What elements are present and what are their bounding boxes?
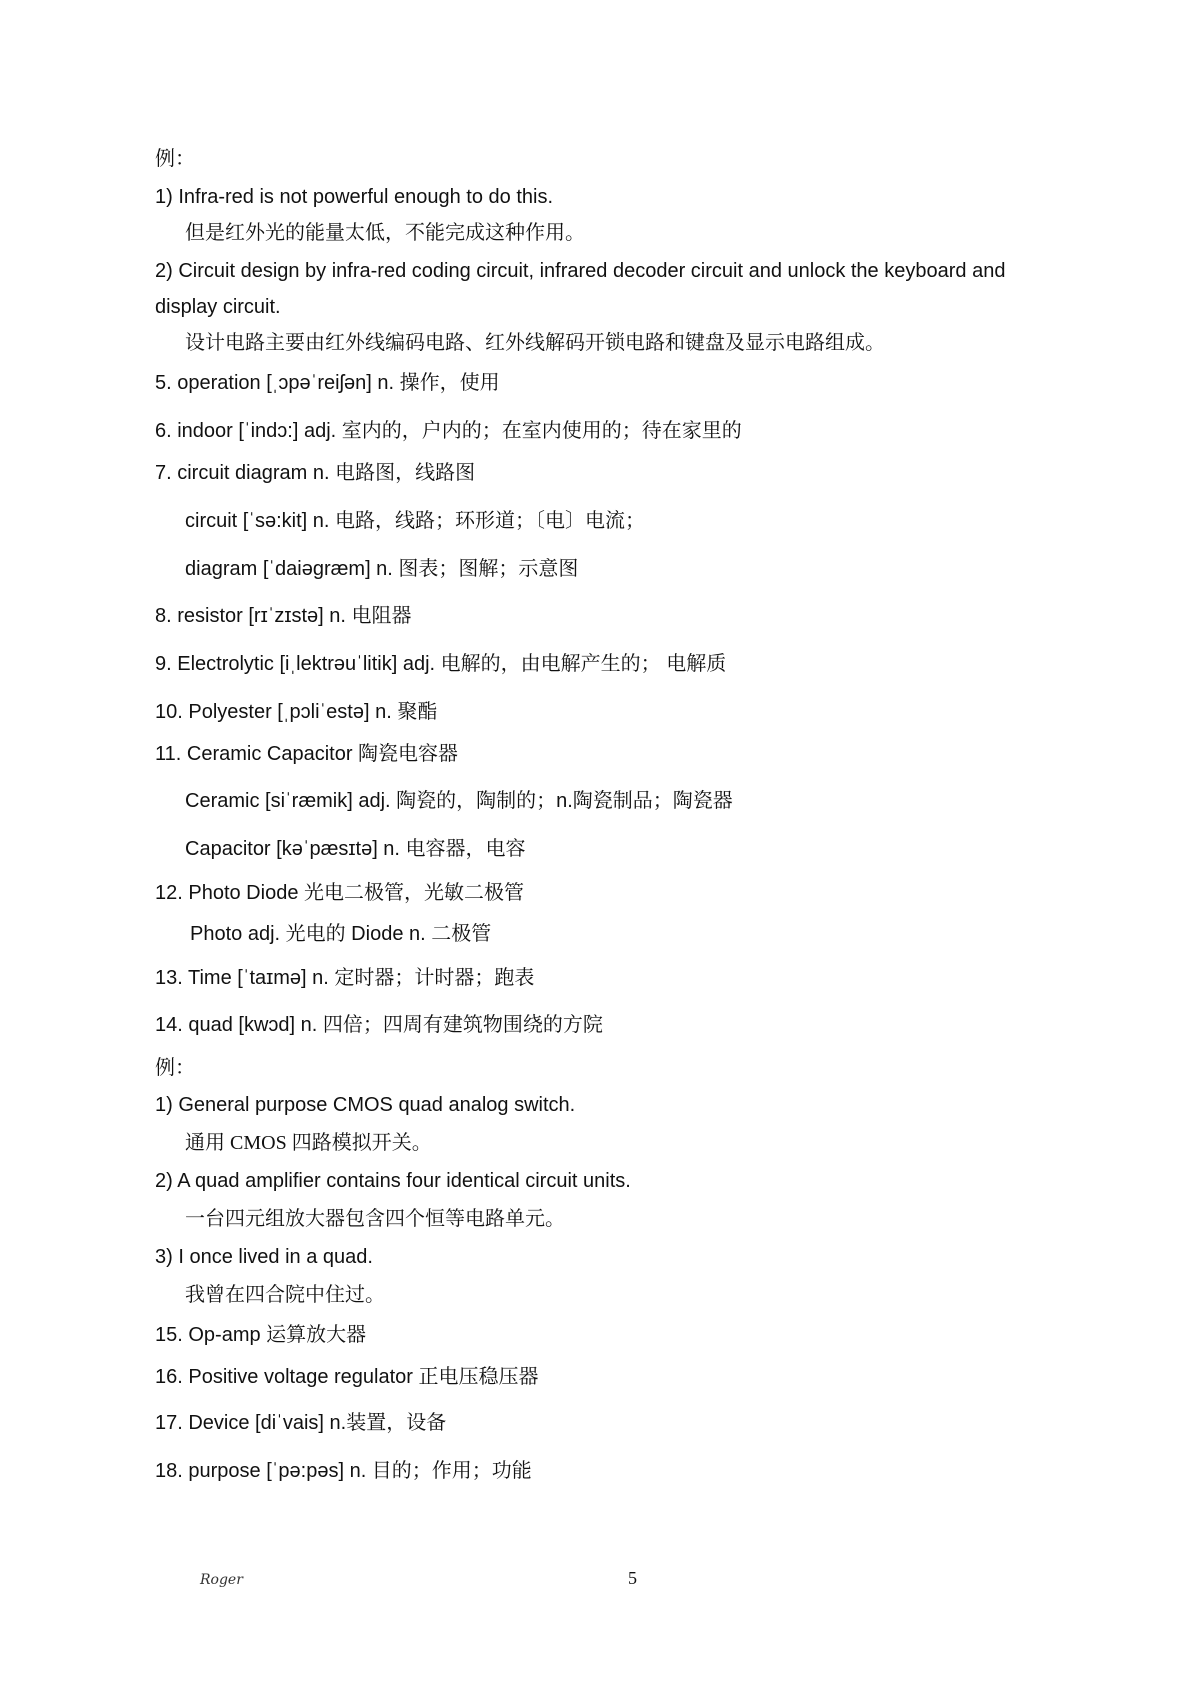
- example-sentence: 2) Circuit design by infra-red coding circuit, infrared decoder circuit and unlock the keyboard and: [155, 260, 1006, 282]
- example-sentence: 1) General purpose CMOS quad analog switch.: [155, 1094, 576, 1116]
- example-sentence-continued: display circuit.: [155, 296, 281, 318]
- example-sentence: 3) I once lived in a quad.: [155, 1246, 373, 1268]
- vocab-entry: 5. operation [ˌɔpəˈreiʃən] n. 操作，使用: [155, 372, 500, 394]
- example-translation: 我曾在四合院中住过。: [185, 1284, 385, 1306]
- vocab-entry: 12. Photo Diode 光电二极管，光敏二极管: [155, 882, 524, 904]
- vocab-subentry: circuit [ˈsə:kit] n. 电路，线路；环形道；〔电〕电流；: [185, 510, 646, 532]
- vocab-entry: 18. purpose [ˈpə:pəs] n. 目的；作用；功能: [155, 1460, 532, 1482]
- page-number: 5: [628, 1568, 637, 1588]
- vocab-subentry: Capacitor [kəˈpæsɪtə] n. 电容器，电容: [185, 838, 526, 860]
- example-sentence: 2) A quad amplifier contains four identical circuit units.: [155, 1170, 631, 1192]
- vocab-subentry: diagram [ˈdaiəgræm] n. 图表；图解；示意图: [185, 558, 579, 580]
- example-label: 例：: [155, 148, 195, 170]
- vocab-entry: 8. resistor [rɪˈzɪstə] n. 电阻器: [155, 605, 412, 627]
- example-translation: 设计电路主要由红外线编码电路、红外线解码开锁电路和键盘及显示电路组成。: [185, 332, 885, 354]
- vocab-entry: 10. Polyester [ˌpɔliˈestə] n. 聚酯: [155, 701, 438, 723]
- example-translation: 通用 CMOS 四路模拟开关。: [185, 1132, 432, 1154]
- vocab-entry: 11. Ceramic Capacitor 陶瓷电容器: [155, 743, 459, 765]
- vocab-entry: 15. Op-amp 运算放大器: [155, 1324, 367, 1346]
- example-translation: 但是红外光的能量太低，不能完成这种作用。: [185, 222, 585, 244]
- vocab-entry: 14. quad [kwɔd] n. 四倍；四周有建筑物围绕的方院: [155, 1014, 603, 1036]
- vocab-entry: 13. Time [ˈtaɪmə] n. 定时器；计时器；跑表: [155, 967, 535, 989]
- footer-signature: Roger: [200, 1572, 243, 1588]
- vocab-entry: 6. indoor [ˈindɔ:] adj. 室内的，户内的；在室内使用的；待在家里的: [155, 420, 742, 442]
- vocab-entry: 9. Electrolytic [iˌlektrəuˈlitik] adj. 电解的，由电解产生的； 电解质: [155, 653, 727, 675]
- example-translation: 一台四元组放大器包含四个恒等电路单元。: [185, 1208, 565, 1230]
- example-label: 例：: [155, 1057, 195, 1079]
- example-sentence: 1) Infra-red is not powerful enough to do this.: [155, 186, 554, 208]
- vocab-subentry: Photo adj. 光电的 Diode n. 二极管: [190, 923, 492, 945]
- vocab-entry: 16. Positive voltage regulator 正电压稳压器: [155, 1366, 539, 1388]
- vocab-entry: 7. circuit diagram n. 电路图，线路图: [155, 462, 476, 484]
- vocab-entry: 17. Device [diˈvais] n.装置，设备: [155, 1412, 447, 1434]
- vocab-subentry: Ceramic [siˈræmik] adj. 陶瓷的，陶制的；n.陶瓷制品；陶瓷器: [185, 790, 733, 812]
